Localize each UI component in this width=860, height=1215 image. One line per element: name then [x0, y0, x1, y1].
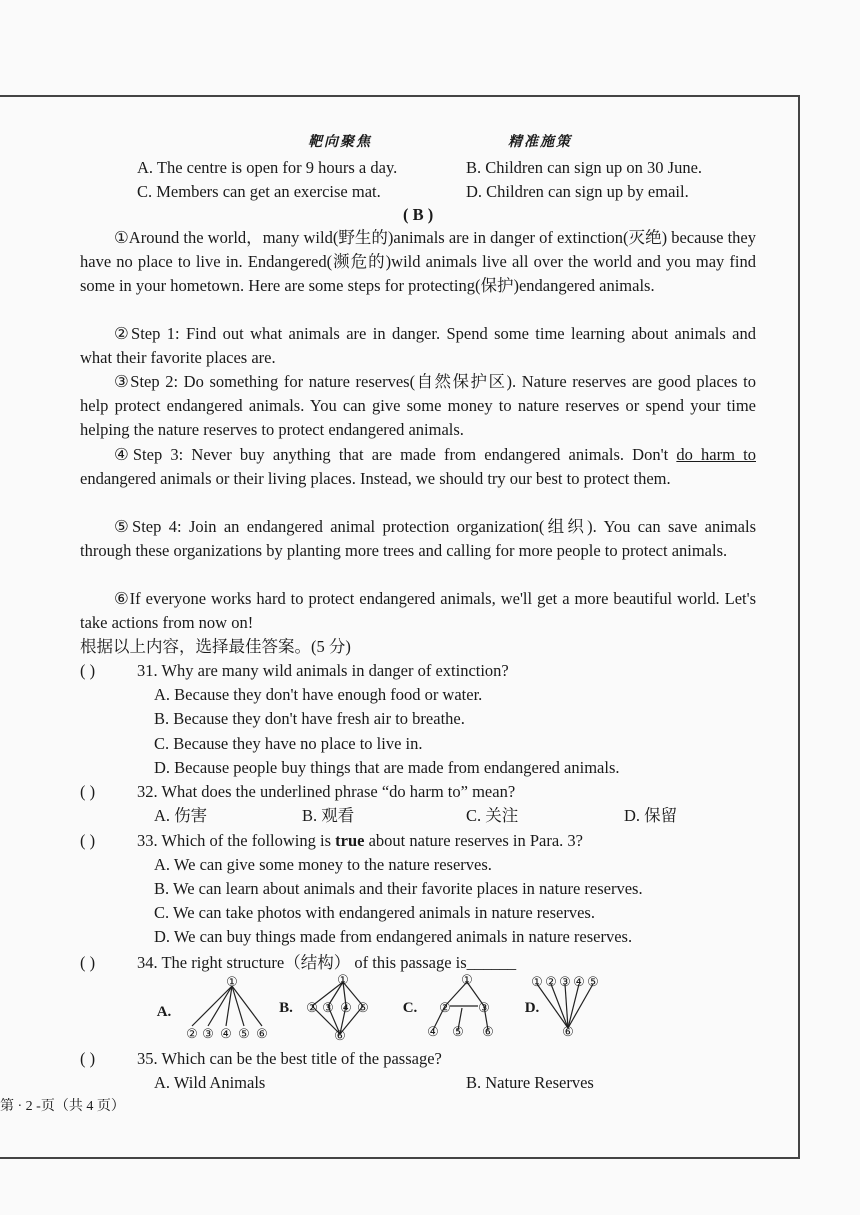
instruction: 根据以上内容，选择最佳答案。(5 分) [80, 637, 351, 656]
diagram-d-node-1: ① [531, 974, 543, 989]
diagram-c-node-1: ① [461, 972, 473, 987]
q32-option-c: C. 关注 [466, 806, 519, 825]
page-footer: 第 · 2 -页（共 4 页） [0, 1099, 125, 1114]
answer-bracket-31[interactable]: ( ) [80, 661, 96, 680]
q32-option-a: A. 伤害 [154, 806, 208, 825]
answer-bracket-32[interactable]: ( ) [80, 782, 96, 801]
diagram-c-node-2: ② [439, 1000, 451, 1015]
frame-bottom-line [0, 1157, 800, 1159]
question-33: 33. Which of the following is true about nature reserves in Para. 3? [137, 831, 584, 850]
question-35: 35. Which can be the best title of the passage? [137, 1049, 442, 1068]
diagram-c-node-3: ③ [478, 1000, 490, 1015]
prev-option-c: C. Members can get an exercise mat. [137, 182, 381, 201]
answer-bracket-34[interactable]: ( ) [80, 953, 96, 972]
diagram-a-label: A. [156, 1004, 172, 1020]
header-left: 靶向聚焦 [308, 135, 372, 150]
q31-option-d: D. Because people buy things that are made from endangered animals. [154, 758, 620, 777]
paragraph-4: ④Step 3: Never buy anything that are made from endangered animals. Don't do harm to endangered animals or their living places. Instead, we should try our best to protect them. [80, 445, 756, 489]
diagram-b-node-2: ② [306, 1000, 318, 1015]
q33-option-a: A. We can give some money to the nature reserves. [154, 855, 492, 874]
diagram-a-node-4: ④ [220, 1026, 232, 1041]
question-31: 31. Why are many wild animals in danger of extinction? [137, 661, 509, 680]
diagram-c-label: C. [402, 1000, 418, 1016]
paragraph-1: ①Around the world，many wild(野生的)animals are in danger of extinction(灭绝) because they have no place to live in. Endangered(濒危的)wild animals live all over the world and you may find some in your hometown. Here are some steps for protecting(保护)endangered animals. [80, 228, 756, 296]
paragraph-6: ⑥If everyone works hard to protect endangered animals, we'll get a more beautiful world. Let's take actions from now on! [80, 589, 756, 633]
question-32: 32. What does the underlined phrase “do harm to” mean? [137, 782, 516, 801]
prev-option-b: B. Children can sign up on 30 June. [466, 158, 703, 177]
diagram-d-node-3: ③ [559, 974, 571, 989]
diagram-d-node-6: ⑥ [562, 1024, 574, 1039]
frame-top-line [0, 95, 800, 97]
paragraph-2: ②Step 1: Find out what animals are in danger. Spend some time learning about animals and what their favorite places are. [80, 324, 756, 368]
diagram-d-label: D. [524, 1000, 540, 1016]
diagram-b-node-3: ③ [322, 1000, 334, 1015]
answer-bracket-35[interactable]: ( ) [80, 1049, 96, 1068]
diagram-c-node-6: ⑥ [482, 1024, 494, 1039]
diagram-a-node-1: ① [226, 974, 238, 989]
structure-diagrams [150, 972, 650, 1044]
diagram-b-node-1: ① [337, 972, 349, 987]
diagram-b-node-4: ④ [340, 1000, 352, 1015]
paragraph-3: ③Step 2: Do something for nature reserves(自然保护区). Nature reserves are good places to help protect endangered animals. You can give some money to nature reserves or spend your time helping the nature reserves to protect endangered animals. [80, 372, 756, 440]
diagram-d-node-2: ② [545, 974, 557, 989]
q31-option-b: B. Because they don't have fresh air to breathe. [154, 709, 465, 728]
prev-option-d: D. Children can sign up by email. [466, 182, 689, 201]
diagram-a-node-3: ③ [202, 1026, 214, 1041]
diagram-a-node-6: ⑥ [256, 1026, 268, 1041]
underlined-phrase: do harm to [676, 445, 756, 464]
q33-option-c: C. We can take photos with endangered animals in nature reserves. [154, 903, 595, 922]
diagram-d-node-4: ④ [573, 974, 585, 989]
diagram-d-node-5: ⑤ [587, 974, 599, 989]
q32-option-d: D. 保留 [624, 806, 678, 825]
header-right: 精准施策 [508, 135, 572, 150]
diagram-b-label: B. [279, 1000, 293, 1016]
question-34: 34. The right structure（结构） of this passage is______ [137, 953, 517, 972]
q35-option-b: B. Nature Reserves [466, 1073, 594, 1092]
section-label: ( B ) [403, 205, 434, 224]
q31-option-a: A. Because they don't have enough food or water. [154, 685, 483, 704]
diagram-b-node-6: ⑥ [334, 1028, 346, 1043]
diagram-c-node-4: ④ [427, 1024, 439, 1039]
q33-option-d: D. We can buy things made from endangered animals in nature reserves. [154, 927, 633, 946]
answer-bracket-33[interactable]: ( ) [80, 831, 96, 850]
q32-option-b: B. 观看 [302, 806, 355, 825]
frame-right-line [798, 95, 800, 1157]
q33-option-b: B. We can learn about animals and their favorite places in nature reserves. [154, 879, 643, 898]
prev-option-a: A. The centre is open for 9 hours a day. [137, 158, 398, 177]
diagram-c-node-5: ⑤ [452, 1024, 464, 1039]
diagram-a-node-5: ⑤ [238, 1026, 250, 1041]
diagram-b-node-5: ⑤ [357, 1000, 369, 1015]
q31-option-c: C. Because they have no place to live in. [154, 734, 423, 753]
diagram-a-node-2: ② [186, 1026, 198, 1041]
q35-option-a: A. Wild Animals [154, 1073, 266, 1092]
paragraph-5: ⑤Step 4: Join an endangered animal protection organization(组织). You can save animals through these organizations by planting more trees and calling for more people to protect animals. [80, 517, 756, 561]
